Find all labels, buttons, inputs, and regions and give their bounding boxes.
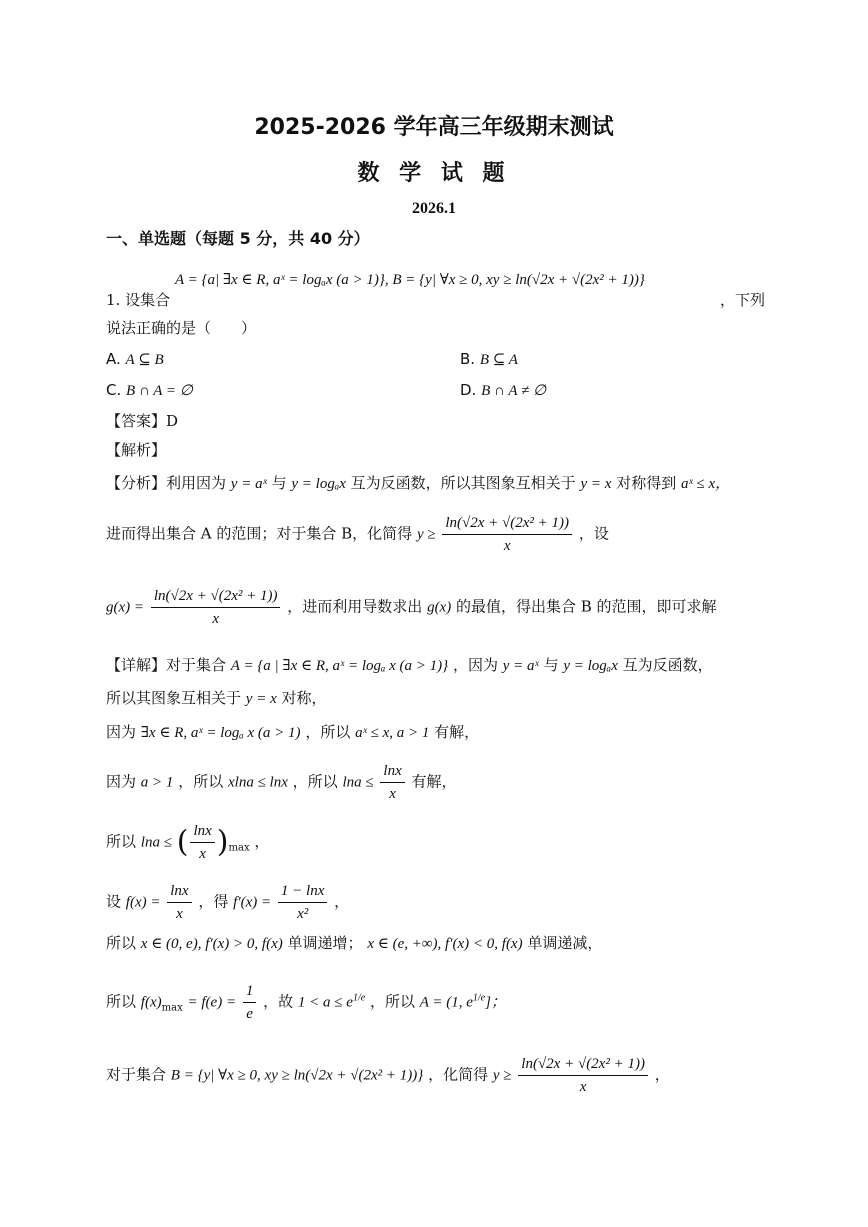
exam-title: 2025-2026 学年高三年级期末测试 — [254, 115, 614, 140]
math-expr: ∃x ∈ R, aˣ = logₐ x (a > 1) — [140, 725, 301, 741]
analysis-text: 进而得出集合 A 的范围；对于集合 B，化简得 — [106, 524, 413, 543]
math-expr: g(x) — [427, 599, 452, 616]
detail-text: 有解， — [434, 723, 480, 741]
detail-line-6 — [106, 880, 349, 925]
detail-text: ，故 — [263, 992, 294, 1011]
detail-text: ，得 — [198, 892, 229, 911]
fraction-numerator: ln(√2x + √(2x² + 1)) — [442, 512, 572, 535]
detail-line-5 — [106, 820, 269, 865]
detail-text: 所以 — [106, 934, 137, 952]
section-heading: 一、单选题（每题 5 分，共 40 分） — [106, 229, 370, 248]
superscript-exponent: 1/e — [472, 992, 486, 1004]
detail-text: 所以 — [106, 992, 137, 1011]
fraction-denominator: x — [503, 538, 511, 554]
analysis-text: 的最值，得出集合 B 的范围，即可求解 — [456, 597, 717, 616]
analysis-text: ，进而利用导数求出 — [287, 597, 423, 616]
subscript-max: max — [161, 1002, 183, 1014]
set-a-definition — [175, 270, 645, 290]
fraction — [190, 820, 214, 865]
detail-text: 因为 — [106, 723, 137, 741]
math-expr: y = logₐx — [563, 658, 618, 674]
math-expr: ]； — [485, 994, 506, 1011]
fraction-numerator: ln(√2x + √(2x² + 1)) — [518, 1053, 648, 1076]
analysis-line-3 — [106, 585, 717, 630]
fraction — [151, 585, 281, 630]
question-number: 1. 设集合 — [106, 291, 171, 309]
analysis-text: 互为反函数，所以其图象互相关于 — [350, 474, 576, 492]
detail-line-9 — [106, 1053, 670, 1098]
detail-text: ， — [334, 892, 350, 911]
fraction — [243, 980, 257, 1025]
question-line2: 说法正确的是（ ） — [106, 319, 257, 337]
math-expr: xlna ≤ lnx — [228, 774, 288, 791]
detail-text: ，所以 — [292, 772, 338, 791]
option-a — [106, 349, 164, 370]
option-c-text: B ∩ A = ∅ — [126, 383, 193, 399]
detail-text: 对于集合 — [106, 1065, 167, 1084]
fraction-denominator: x — [579, 1079, 587, 1095]
fraction-denominator: x — [212, 611, 219, 627]
math-expr: y = logₐx — [291, 476, 346, 492]
set-a-text: A = {a| ∃x ∈ R, aˣ = logₐx (a > 1)} — [175, 272, 385, 288]
math-expr: lna ≤ — [140, 834, 172, 851]
fraction — [167, 880, 191, 925]
math-expr: y = x — [245, 691, 277, 707]
math-expr: f(x) — [140, 994, 162, 1011]
option-c — [106, 380, 193, 401]
math-expr: y ≥ — [416, 526, 436, 543]
detail-text: ，所以 — [305, 723, 351, 741]
analysis-label: 【解析】 — [106, 441, 167, 459]
detail-line-3 — [106, 722, 479, 743]
paren-open: ( — [176, 824, 189, 860]
fraction-denominator: x — [389, 786, 396, 802]
math-expr: = f(e) = — [187, 994, 237, 1011]
option-a-label: A. — [106, 350, 121, 368]
math-expr: f′(x) = — [233, 894, 272, 911]
detail-text: ， — [254, 832, 270, 851]
set-b-text: , B = {y| ∀x ≥ 0, xy ≥ ln(√2x + √(2x² + 1))} — [384, 272, 645, 288]
detail-text: 与 — [543, 656, 559, 674]
math-expr: x ∈ (0, e), f′(x) > 0, f(x) — [140, 936, 283, 952]
math-expr: x ∈ (e, +∞), f′(x) < 0, f(x) — [367, 936, 523, 952]
detail-text: 单调递增； — [287, 934, 363, 952]
detail-text: 设 — [106, 892, 122, 911]
detail-text: 所以 — [106, 832, 137, 851]
option-c-label: C. — [106, 381, 122, 399]
fraction-numerator: lnx — [380, 760, 404, 783]
math-expr: y ≥ — [492, 1067, 512, 1084]
fraction-numerator: ln(√2x + √(2x² + 1)) — [151, 585, 281, 608]
analysis-text: 与 — [271, 474, 287, 492]
math-expr: y = aˣ — [502, 658, 539, 674]
fraction-denominator: x — [199, 846, 206, 862]
detail-text: ， — [654, 1065, 670, 1084]
fraction — [380, 760, 404, 805]
fraction — [518, 1053, 648, 1098]
detail-text: ，所以 — [178, 772, 224, 791]
question-tail: ，下列 — [720, 291, 766, 309]
math-expr: aˣ ≤ x， — [680, 476, 731, 492]
math-expr: A = (1, e — [419, 994, 473, 1011]
fraction-denominator: x² — [297, 906, 309, 922]
fraction-numerator: 1 − lnx — [278, 880, 327, 903]
math-expr: aˣ ≤ x, a > 1 — [355, 725, 430, 741]
math-expr: A = {a | ∃x ∈ R, aˣ = logₐ x (a > 1)} — [230, 658, 449, 674]
answer-line: 【答案】D — [106, 412, 179, 430]
option-b — [460, 349, 518, 370]
detail-line-8 — [106, 980, 506, 1025]
option-b-label: B. — [460, 350, 476, 368]
paren-close: ) — [216, 824, 229, 860]
superscript-exponent: 1/e — [352, 992, 366, 1004]
detail-line-1 — [106, 655, 713, 676]
math-expr: a > 1 — [140, 774, 174, 791]
math-expr: y = x — [580, 476, 612, 492]
analysis-text: ，设 — [578, 524, 609, 543]
fraction — [442, 512, 572, 557]
math-expr: lna ≤ — [342, 774, 374, 791]
subject-title: 数 学 试 题 — [357, 161, 511, 186]
fraction-denominator: e — [246, 1006, 253, 1022]
option-b-text: B ⊆ A — [479, 352, 518, 368]
analysis-text: 【分析】利用因为 — [106, 474, 227, 492]
option-d-text: B ∩ A ≠ ∅ — [481, 383, 547, 399]
detail-line-7 — [106, 933, 602, 954]
option-d — [460, 380, 546, 401]
fraction — [278, 880, 327, 925]
math-expr: f(x) = — [125, 894, 161, 911]
detail-text: 【详解】对于集合 — [106, 656, 227, 674]
fraction-denominator: x — [176, 906, 183, 922]
detail-text: 所以其图象互相关于 — [106, 689, 242, 707]
fraction-numerator: 1 — [243, 980, 257, 1003]
detail-line-4 — [106, 760, 457, 805]
math-expr: 1 < a ≤ e — [297, 994, 353, 1011]
math-expr: g(x) = — [106, 599, 145, 616]
math-expr: y = aˣ — [230, 476, 267, 492]
option-d-label: D. — [460, 381, 477, 399]
detail-text: 单调递减， — [527, 934, 603, 952]
exam-date: 2026.1 — [412, 200, 456, 217]
math-expr: B = {y| ∀x ≥ 0, xy ≥ ln(√2x + √(2x² + 1))} — [170, 1067, 424, 1084]
detail-text: 对称， — [281, 689, 327, 707]
detail-text: 互为反函数， — [622, 656, 713, 674]
detail-text: 有解， — [411, 772, 457, 791]
analysis-line-2 — [106, 512, 609, 557]
fraction-numerator: lnx — [167, 880, 191, 903]
detail-text: ，化简得 — [428, 1065, 489, 1084]
analysis-text: 对称得到 — [616, 474, 677, 492]
fraction-numerator: lnx — [190, 820, 214, 843]
detail-text: 因为 — [106, 772, 137, 791]
option-a-text: A ⊆ B — [125, 352, 164, 368]
detail-line-2 — [106, 688, 327, 709]
analysis-line-1 — [106, 473, 730, 494]
subscript-max: max — [228, 842, 250, 854]
detail-text: ，所以 — [369, 992, 415, 1011]
detail-text: ，因为 — [452, 656, 498, 674]
